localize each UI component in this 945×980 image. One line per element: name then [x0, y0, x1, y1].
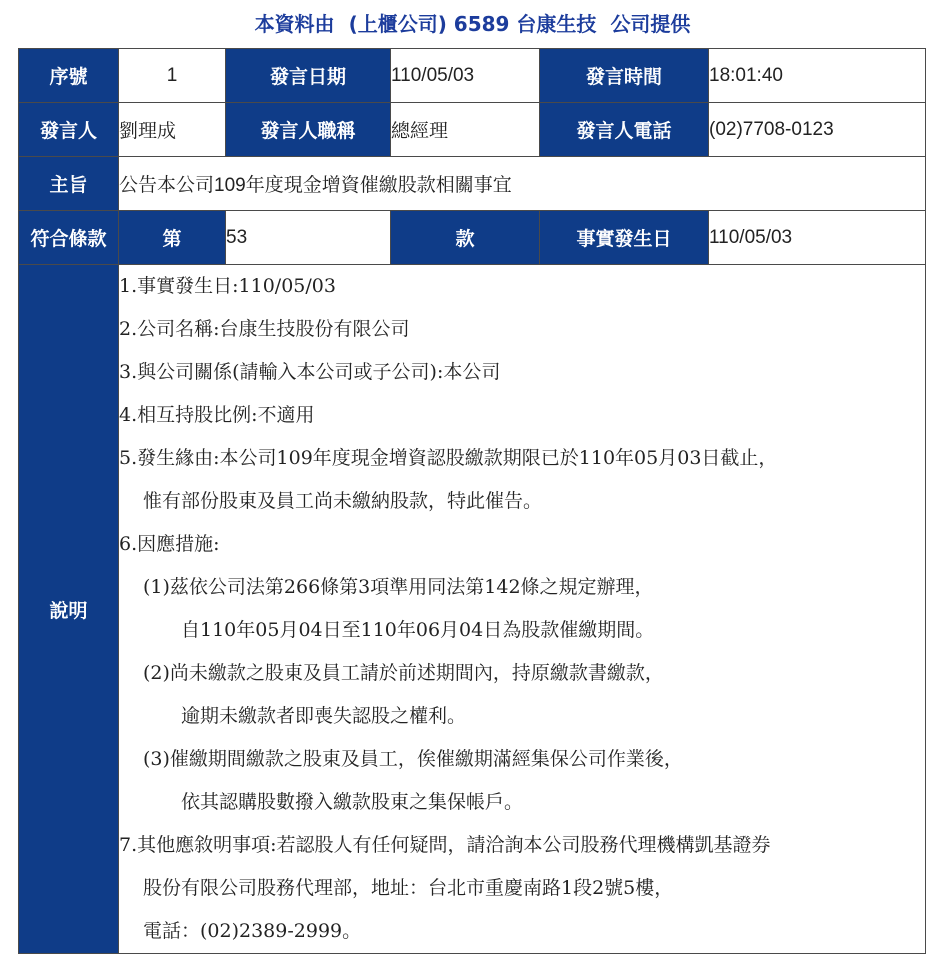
- table-row-description: [19, 265, 926, 954]
- kuan-label: 款: [391, 211, 540, 265]
- speech-time-label: 發言時間: [540, 49, 709, 103]
- speaker-title-value: 總經理: [391, 103, 540, 157]
- subject-label: 主旨: [19, 157, 119, 211]
- fact-date-value: 110/05/03: [709, 211, 926, 265]
- seq-label: 序號: [19, 49, 119, 103]
- description-line: 逾期未繳款者即喪失認股之權利。: [181, 705, 467, 727]
- clause-value: 53: [226, 211, 391, 265]
- description-line: (3)催繳期間繳款之股東及員工，俟催繳期滿經集保公司作業後，: [143, 748, 683, 770]
- description-body: [119, 265, 926, 954]
- speaker-phone-value: (02)7708-0123: [709, 103, 926, 157]
- header-prefix: 本資料由: [254, 12, 335, 36]
- description-line: (1)茲依公司法第266條第3項準用同法第142條之規定辦理，: [143, 576, 654, 598]
- description-line: (2)尚未繳款之股東及員工請於前述期間內，持原繳款書繳款，: [143, 662, 664, 684]
- description-line: 股份有限公司股務代理部，地址：台北市重慶南路1段2號5樓，: [143, 877, 674, 899]
- header-company: (上櫃公司) 6589 台康生技: [348, 12, 597, 36]
- clause-label: 符合條款: [19, 211, 119, 265]
- description-line: 惟有部份股東及員工尚未繳納股款，特此催告。: [143, 490, 543, 512]
- table-row-1: [19, 49, 926, 103]
- description-line: 2.公司名稱:台康生技股份有限公司: [119, 318, 410, 340]
- description-line: 4.相互持股比例:不適用: [119, 404, 315, 426]
- description-line: 7.其他應敘明事項:若認股人有任何疑問，請洽詢本公司股務代理機構凱基證券: [119, 834, 771, 856]
- speaker-label: 發言人: [19, 103, 119, 157]
- speech-time-value: 18:01:40: [709, 49, 926, 103]
- announcement-table: [18, 48, 926, 954]
- description-line: 自110年05月04日至110年06月04日為股款催繳期間。: [181, 619, 655, 641]
- speech-date-value: 110/05/03: [391, 49, 540, 103]
- speaker-phone-label: 發言人電話: [540, 103, 709, 157]
- description-line: 依其認購股數撥入繳款股東之集保帳戶。: [181, 791, 524, 813]
- description-line: 3.與公司關係(請輸入本公司或子公司):本公司: [119, 361, 501, 383]
- seq-value: 1: [119, 49, 226, 103]
- speech-date-label: 發言日期: [226, 49, 391, 103]
- speaker-value: 劉理成: [119, 103, 226, 157]
- description-label: 說明: [19, 265, 119, 954]
- announcement-header: [0, 8, 945, 40]
- description-line: 1.事實發生日:110/05/03: [119, 275, 336, 297]
- table-row-2: [19, 103, 926, 157]
- subject-value: 公告本公司109年度現金增資催繳股款相關事宜: [119, 157, 926, 211]
- fact-date-label: 事實發生日: [540, 211, 709, 265]
- table-row-4: [19, 211, 926, 265]
- speaker-title-label: 發言人職稱: [226, 103, 391, 157]
- description-line: 電話：(02)2389-2999。: [143, 920, 362, 942]
- description-line: 6.因應措施:: [119, 533, 220, 555]
- clause-di-label: 第: [119, 211, 226, 265]
- description-line: 5.發生緣由:本公司109年度現金增資認股繳款期限已於110年05月03日截止，: [119, 447, 778, 469]
- table-row-3: [19, 157, 926, 211]
- header-suffix: 公司提供: [610, 12, 691, 36]
